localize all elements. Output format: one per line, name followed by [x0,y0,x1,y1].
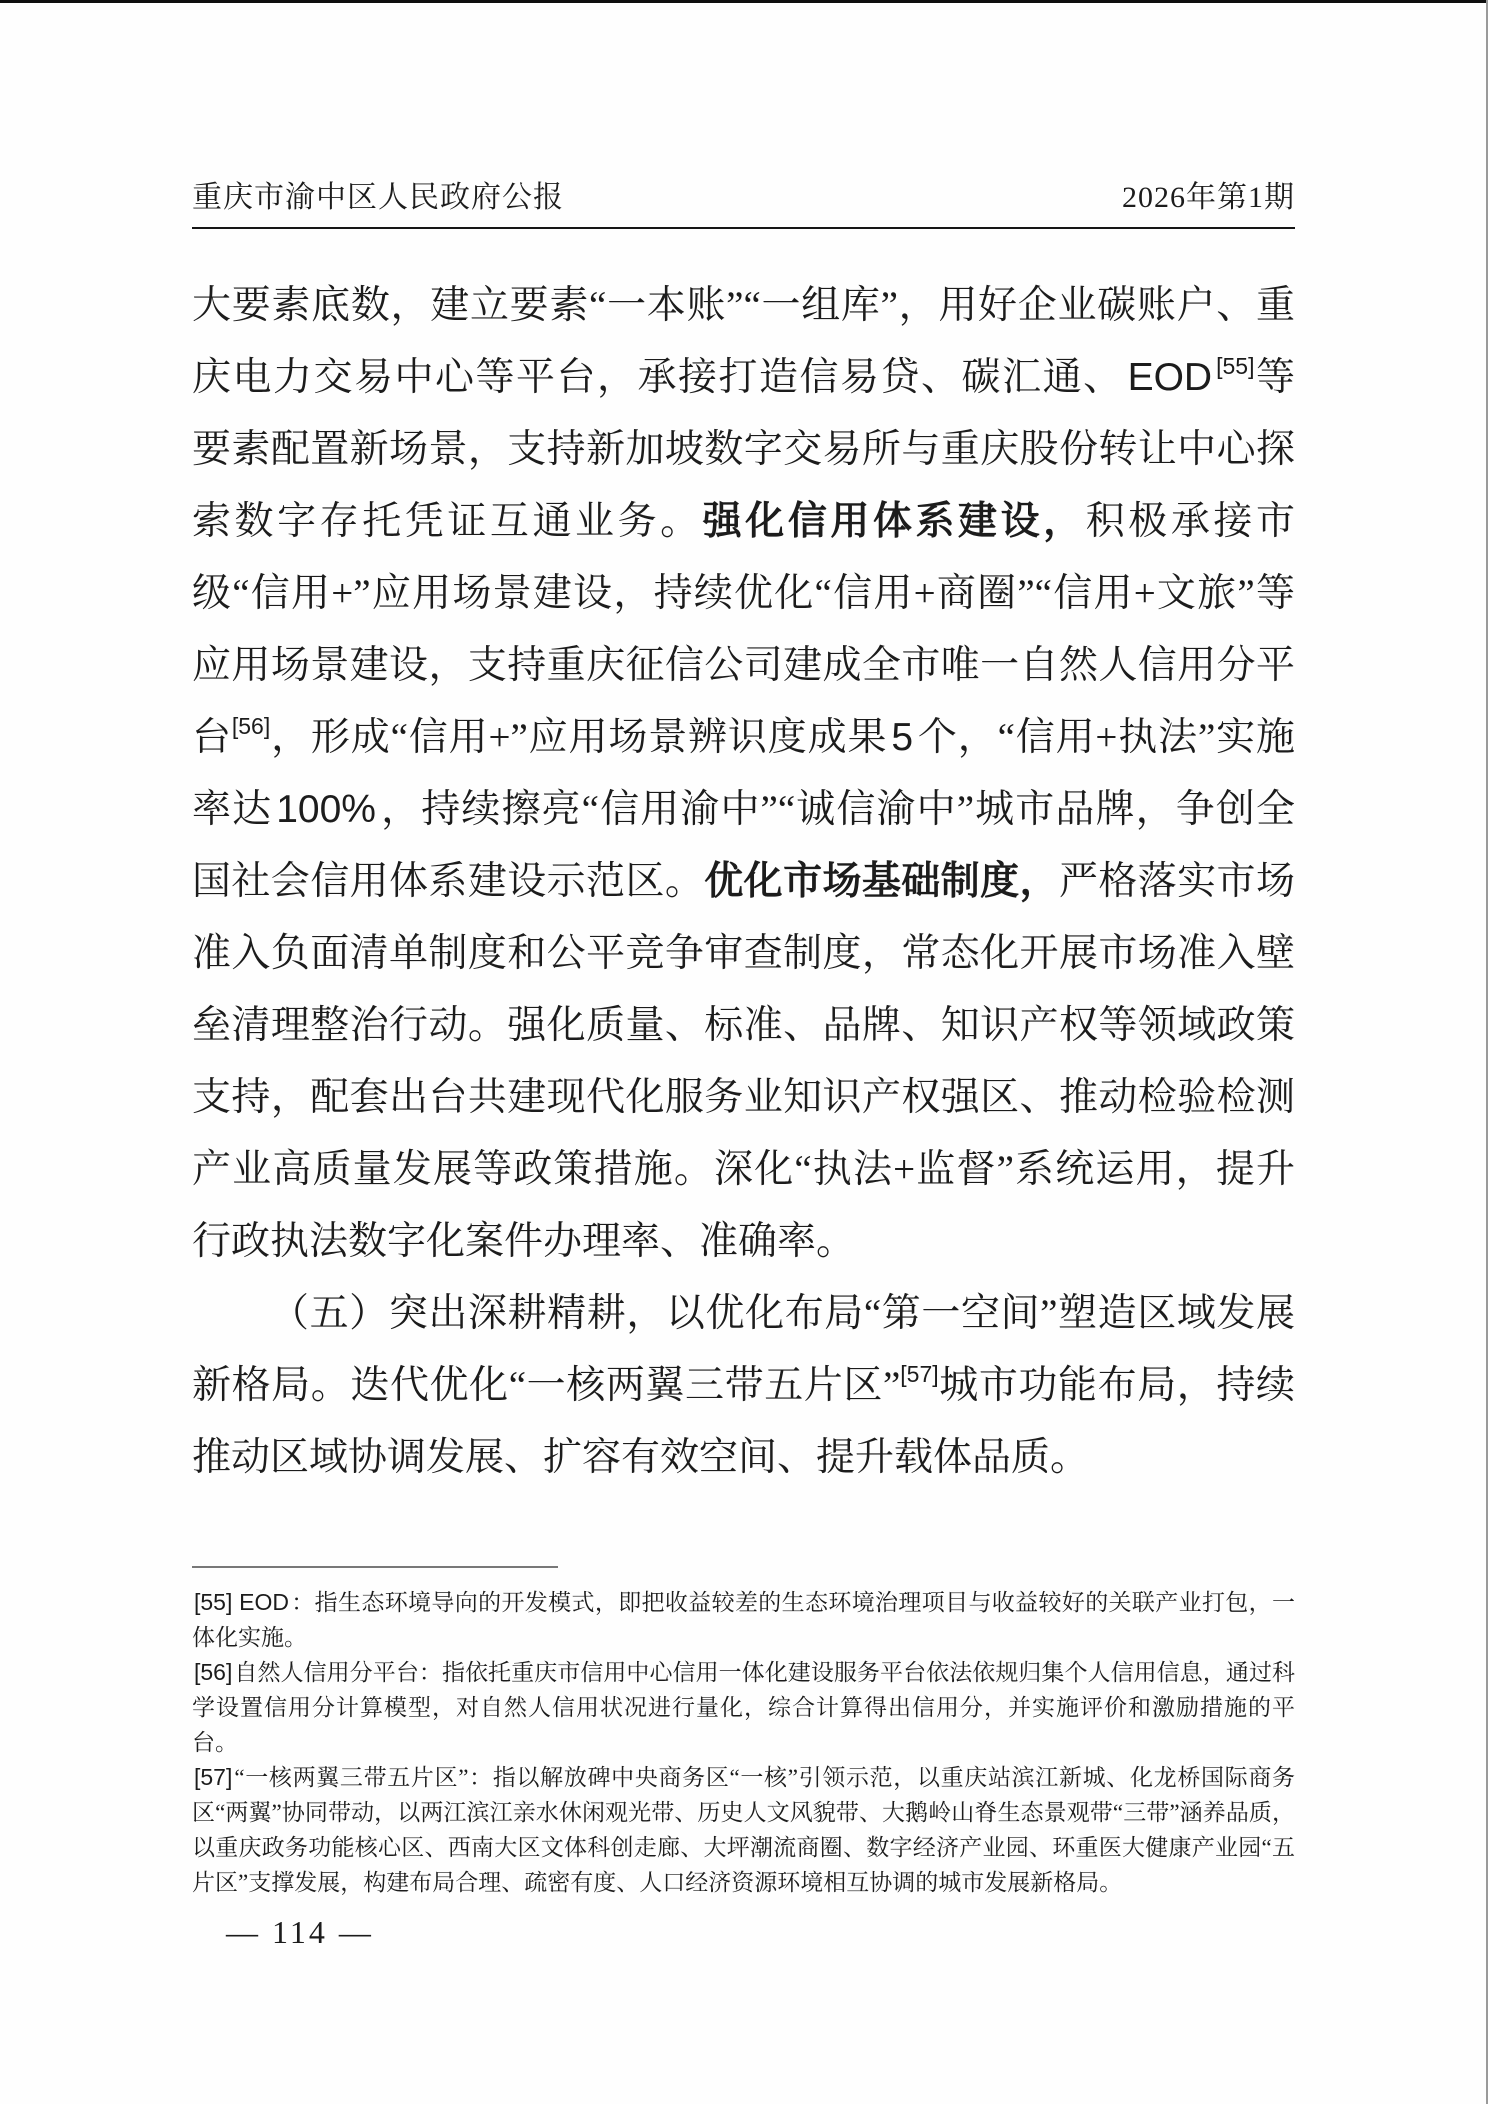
gazette-title: 重庆市渝中区人民政府公报 [192,181,564,214]
text-segment: ，持续擦亮“信用渝中”“诚信渝中”城市品牌，争创全国社会信用体系建设示范区。 [192,787,1295,903]
footnote [192,1655,1295,1760]
header-rule [192,227,1295,229]
text-segment: [56] [194,1658,233,1685]
footnote [192,1760,1295,1900]
page-content [192,0,1295,1951]
text-segment: 100% [276,787,376,831]
text-segment: [57] [194,1763,233,1790]
text-segment: EOD [1127,355,1213,399]
text-segment: 严格落实市场准入负面清单制度和公平竞争审查制度，常态化开展市场准入壁垒清理整治行动。强化质量、标准、品牌、知识产权等领域政策支持，配套出台共建现代化服务业知识产权强区、推动检验检测产业高质量发展等政策措施。深化“执法+监督”系统运用，提升行政执法数字化案件办理率、准确率。 [192,859,1295,1263]
body-text [192,270,1295,1494]
text-segment: 城市功能布局，持续推动区域协调发展、扩容有效空间、提升载体品质。 [192,1363,1295,1479]
footnotes [192,1585,1295,1900]
issue-label: 2026年第1期 [1122,181,1295,214]
text-segment: 5 [891,715,914,759]
text-segment: “一核两翼三带五片区”：指以解放碑中央商务区“一核”引领示范，以重庆站滨江新城、化龙桥国际商务区“两翼”协同带动，以两江滨江亲水休闲观光带、历史人文风貌带、大鹅岭山脊生态景观带“三带”涵养品质，以重庆政务功能核心区、西南大区文体科创走廊、大坪潮流商圈、数字经济产业园、环重医大健康产业园“五片区”支撑发展，构建布局合理、疏密有度、人口经济资源环境相互协调的城市发展新格局。 [192,1764,1295,1895]
text-segment: 等要素配置新场景，支持新加坡数字交易所与重庆股份转让中心探索数字存托凭证互通业务。 [192,355,1295,543]
footnote-ref: [57] [900,1360,939,1387]
text-segment: [55] EOD [194,1588,289,1615]
body-paragraph [192,270,1295,1278]
footnote-ref: [55] [1216,352,1255,379]
text-segment: （五）突出深耕精耕，以优化布局“第一空间”塑造区域发展新格局。迭代优化“一核两翼三带五片区” [192,1291,1295,1407]
text-segment: 积极承接市级“信用+”应用场景建设，持续优化“信用+商圈”“信用+文旅”等应用场景建设，支持重庆征信公司建成全市唯一自然人信用分平台 [192,499,1295,759]
text-segment: ：指生态环境导向的开发模式，即把收益较差的生态环境治理项目与收益较好的关联产业打包，一体化实施。 [192,1589,1295,1650]
page-header [192,182,1295,214]
page-number: — 114 — [226,1913,374,1950]
text-segment: ，形成“信用+”应用场景辨识度成果 [270,715,888,759]
body-paragraph [192,1278,1295,1494]
emphasis-text: 优化市场基础制度， [704,859,1059,903]
text-segment: 个，“信用+执法”实施率达 [192,715,1295,831]
text-segment: 大要素底数，建立要素“一本账”“一组库”，用好企业碳账户、重庆电力交易中心等平台，承接打造信易贷、碳汇通、 [192,283,1295,399]
text-segment: 自然人信用分平台：指依托重庆市信用中心信用一体化建设服务平台依法依规归集个人信用信息，通过科学设置信用分计算模型，对自然人信用状况进行量化，综合计算得出信用分，并实施评价和激励措施的平台。 [192,1659,1295,1755]
emphasis-text: 强化信用体系建设， [702,499,1086,543]
footnote [192,1585,1295,1655]
footnote-ref: [56] [231,712,271,739]
footnote-separator-rule [192,1566,558,1568]
